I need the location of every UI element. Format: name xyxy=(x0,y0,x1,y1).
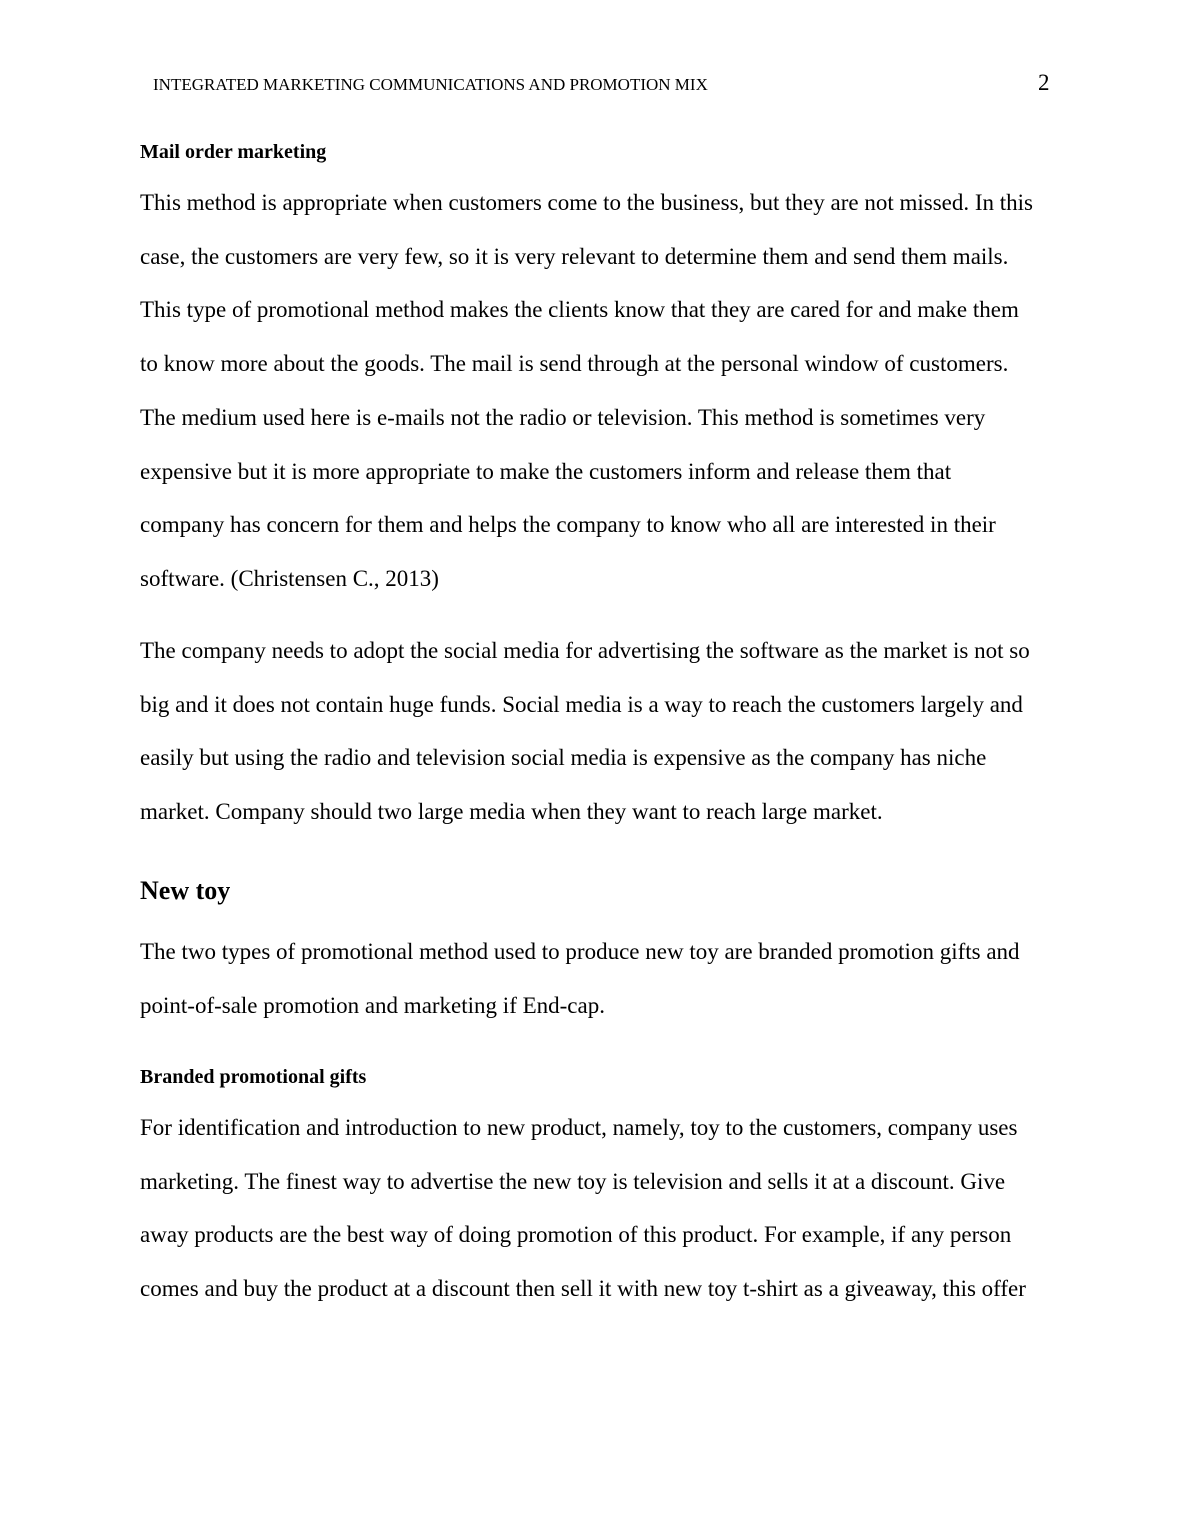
text-line: software. (Christensen C., 2013) xyxy=(140,565,439,591)
text-line: expensive but it is more appropriate to make the customers inform and release them that xyxy=(140,458,952,484)
paragraph-social-media xyxy=(140,624,1030,839)
paragraph-branded-gifts xyxy=(140,1101,1026,1316)
text-line: company has concern for them and helps the company to know who all are interested in their xyxy=(140,512,996,538)
paragraph-new-toy xyxy=(140,925,1020,1032)
text-line: to know more about the goods. The mail is send through at the personal window of customers. xyxy=(140,351,1009,377)
heading-branded-promotional-gifts: Branded promotional gifts xyxy=(140,1066,367,1088)
text-line: market. Company should two large media when they want to reach large market. xyxy=(140,799,883,825)
text-line: case, the customers are very few, so it is very relevant to determine them and send them mails. xyxy=(140,243,1009,269)
text-line: comes and buy the product at a discount then sell it with new toy t-shirt as a giveaway, this offer xyxy=(140,1276,1026,1302)
text-line: The company needs to adopt the social media for advertising the software as the market is not so xyxy=(140,638,1030,663)
text-line: This method is appropriate when customers come to the business, but they are not missed. In this xyxy=(140,190,1034,215)
text-line: This type of promotional method makes the clients know that they are cared for and make them xyxy=(140,297,1019,323)
text-line: The two types of promotional method used to produce new toy are branded promotion gifts and xyxy=(140,939,1020,964)
text-line: marketing. The finest way to advertise the new toy is television and sells it at a discount. Give xyxy=(140,1168,1006,1194)
text-line: The medium used here is e-mails not the radio or television. This method is sometimes very xyxy=(140,404,986,430)
running-head: INTEGRATED MARKETING COMMUNICATIONS AND PROMOTION MIX xyxy=(153,75,708,94)
text-line: point-of-sale promotion and marketing if End-cap. xyxy=(140,992,605,1018)
text-line: For identification and introduction to new product, namely, toy to the customers, company uses xyxy=(140,1115,1018,1140)
text-line: easily but using the radio and television social media is expensive as the company has niche xyxy=(140,745,987,771)
paragraph-mail-order xyxy=(140,176,1033,606)
text-line: big and it does not contain huge funds. Social media is a way to reach the customers largely and xyxy=(140,691,1023,717)
page-number: 2 xyxy=(1038,70,1050,95)
heading-mail-order-marketing: Mail order marketing xyxy=(140,141,327,163)
text-line: away products are the best way of doing promotion of this product. For example, if any person xyxy=(140,1222,1012,1248)
heading-new-toy: New toy xyxy=(140,876,231,905)
